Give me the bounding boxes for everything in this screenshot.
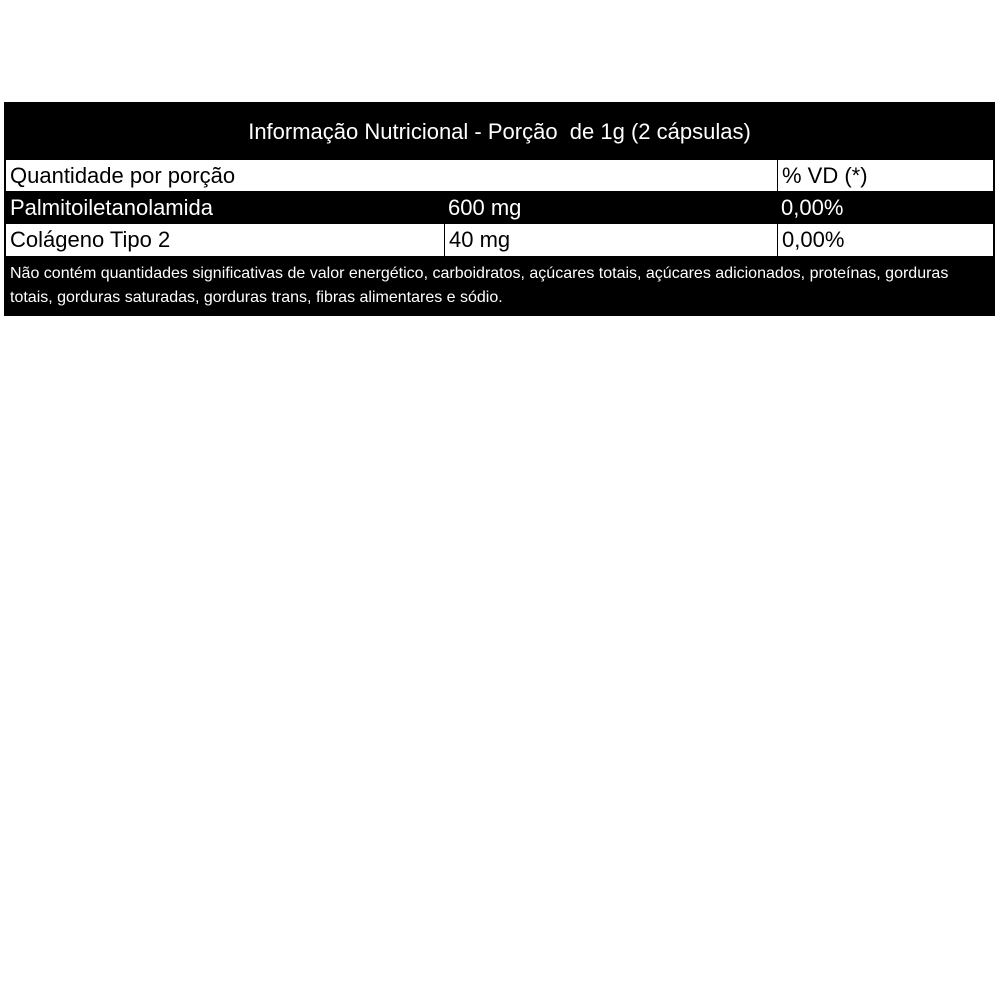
table-title: Informação Nutricional - Porção de 1g (2 cápsulas) xyxy=(6,104,993,160)
daily-value-label: % VD (*) xyxy=(777,160,993,191)
nutrient-name: Colágeno Tipo 2 xyxy=(10,227,171,252)
nutrition-facts-table xyxy=(4,102,995,316)
nutrient-daily-value: 0,00% xyxy=(777,224,993,256)
table-header-row xyxy=(6,160,993,192)
nutrient-amount: 600 mg xyxy=(448,195,522,220)
nutrient-daily-value: 0,00% xyxy=(781,195,844,220)
nutrient-name: Palmitoiletanolamida xyxy=(10,195,213,220)
quantity-per-serving-label: Quantidade por porção xyxy=(10,163,236,188)
nutrient-amount: 40 mg xyxy=(444,224,777,256)
table-row xyxy=(6,192,993,224)
table-row xyxy=(6,224,993,256)
table-footnote: Não contém quantidades significativas de valor energético, carboidratos, açúcares totais, açúcares adicionados, proteínas, gorduras totais, gorduras saturadas, gorduras trans, fibras alimentares e sódio. xyxy=(6,256,993,314)
